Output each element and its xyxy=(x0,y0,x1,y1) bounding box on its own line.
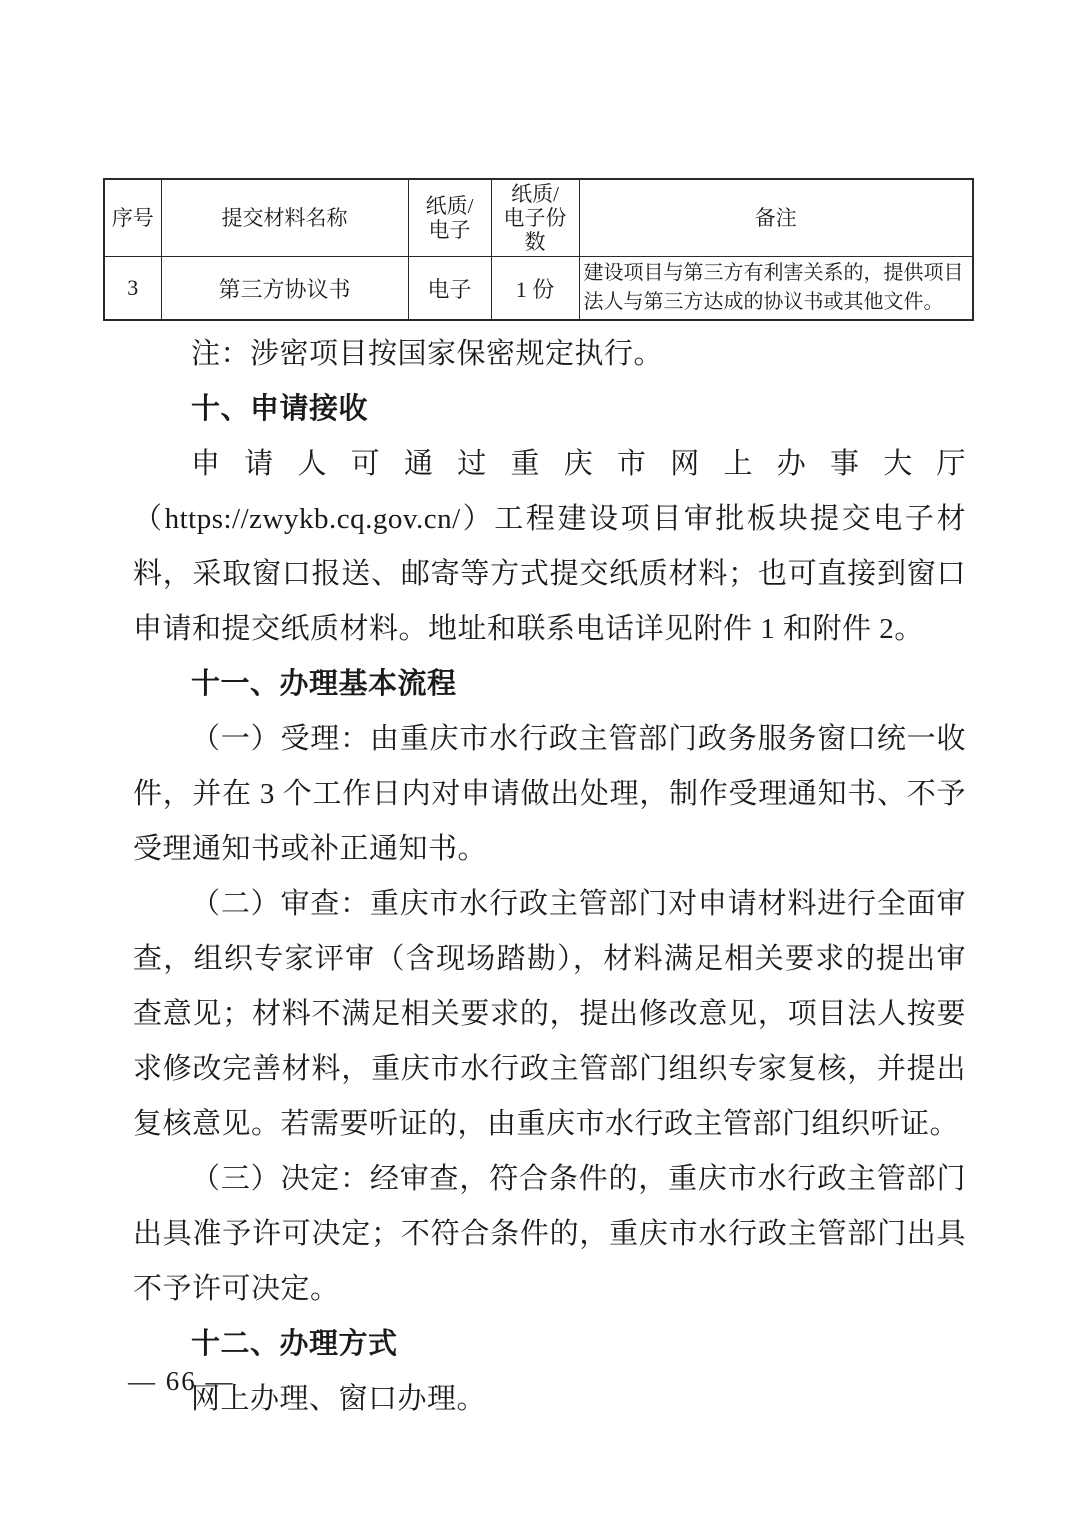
paragraph-step-2-review: （二）审查：重庆市水行政主管部门对申请材料进行全面审查，组织专家评审（含现场踏勘），材料满足相关要求的提出审查意见；材料不满足相关要求的，提出修改意见，项目法人按要求修改完善材料，重庆市水行政主管部门组织专家复核，并提出复核意见。若需要听证的，由重庆市水行政主管部门组织听证。 xyxy=(133,888,966,1140)
materials-table xyxy=(103,178,974,321)
section-heading-10-application-receipt: 十、申请接收 xyxy=(191,393,369,425)
document-body xyxy=(133,327,966,1427)
section-heading-12-handling-method: 十二、办理方式 xyxy=(191,1328,398,1360)
paragraph-step-1-acceptance: （一）受理：由重庆市水行政主管部门政务服务窗口统一收件，并在 3 个工作日内对申请做出处理，制作受理通知书、不予受理通知书或补正通知书。 xyxy=(133,723,966,865)
paragraph-application-receipt: 申请人可通过重庆市网上办事大厅（https://zwykb.cq.gov.cn/）工程建设项目审批板块提交电子材料，采取窗口报送、邮寄等方式提交纸质材料；也可直接到窗口申请和提交纸质材料。地址和联系电话详见附件 1 和附件 2。 xyxy=(133,448,966,645)
secrecy-note: 注：涉密项目按国家保密规定执行。 xyxy=(191,338,664,370)
col-header-material-name: 提交材料名称 xyxy=(161,179,408,257)
cell-seq: 3 xyxy=(104,257,161,321)
cell-remark: 建设项目与第三方有利害关系的，提供项目法人与第三方达成的协议书或其他文件。 xyxy=(579,257,973,321)
table-header-row xyxy=(104,179,973,257)
table-row xyxy=(104,257,973,321)
col-header-copies-line1: 纸质/ xyxy=(511,182,559,206)
section-heading-11-basic-process: 十一、办理基本流程 xyxy=(191,668,457,700)
paragraph-handling-method: 网上办理、窗口办理。 xyxy=(191,1383,487,1415)
col-header-medium xyxy=(408,179,491,257)
col-header-copies xyxy=(491,179,579,257)
cell-copies: 1 份 xyxy=(491,257,579,321)
col-header-copies-line2: 电子份数 xyxy=(503,206,567,254)
paragraph-step-3-decision: （三）决定：经审查，符合条件的，重庆市水行政主管部门出具准予许可决定；不符合条件的，重庆市水行政主管部门出具不予许可决定。 xyxy=(133,1163,966,1305)
cell-material-name: 第三方协议书 xyxy=(161,257,408,321)
col-header-remark: 备注 xyxy=(579,179,973,257)
page-number: — 66 — xyxy=(128,1366,235,1396)
col-header-medium-line1: 纸质/ xyxy=(425,194,474,218)
cell-medium: 电子 xyxy=(408,257,491,321)
col-header-seq: 序号 xyxy=(104,179,161,257)
col-header-medium-line2: 电子 xyxy=(428,218,471,242)
